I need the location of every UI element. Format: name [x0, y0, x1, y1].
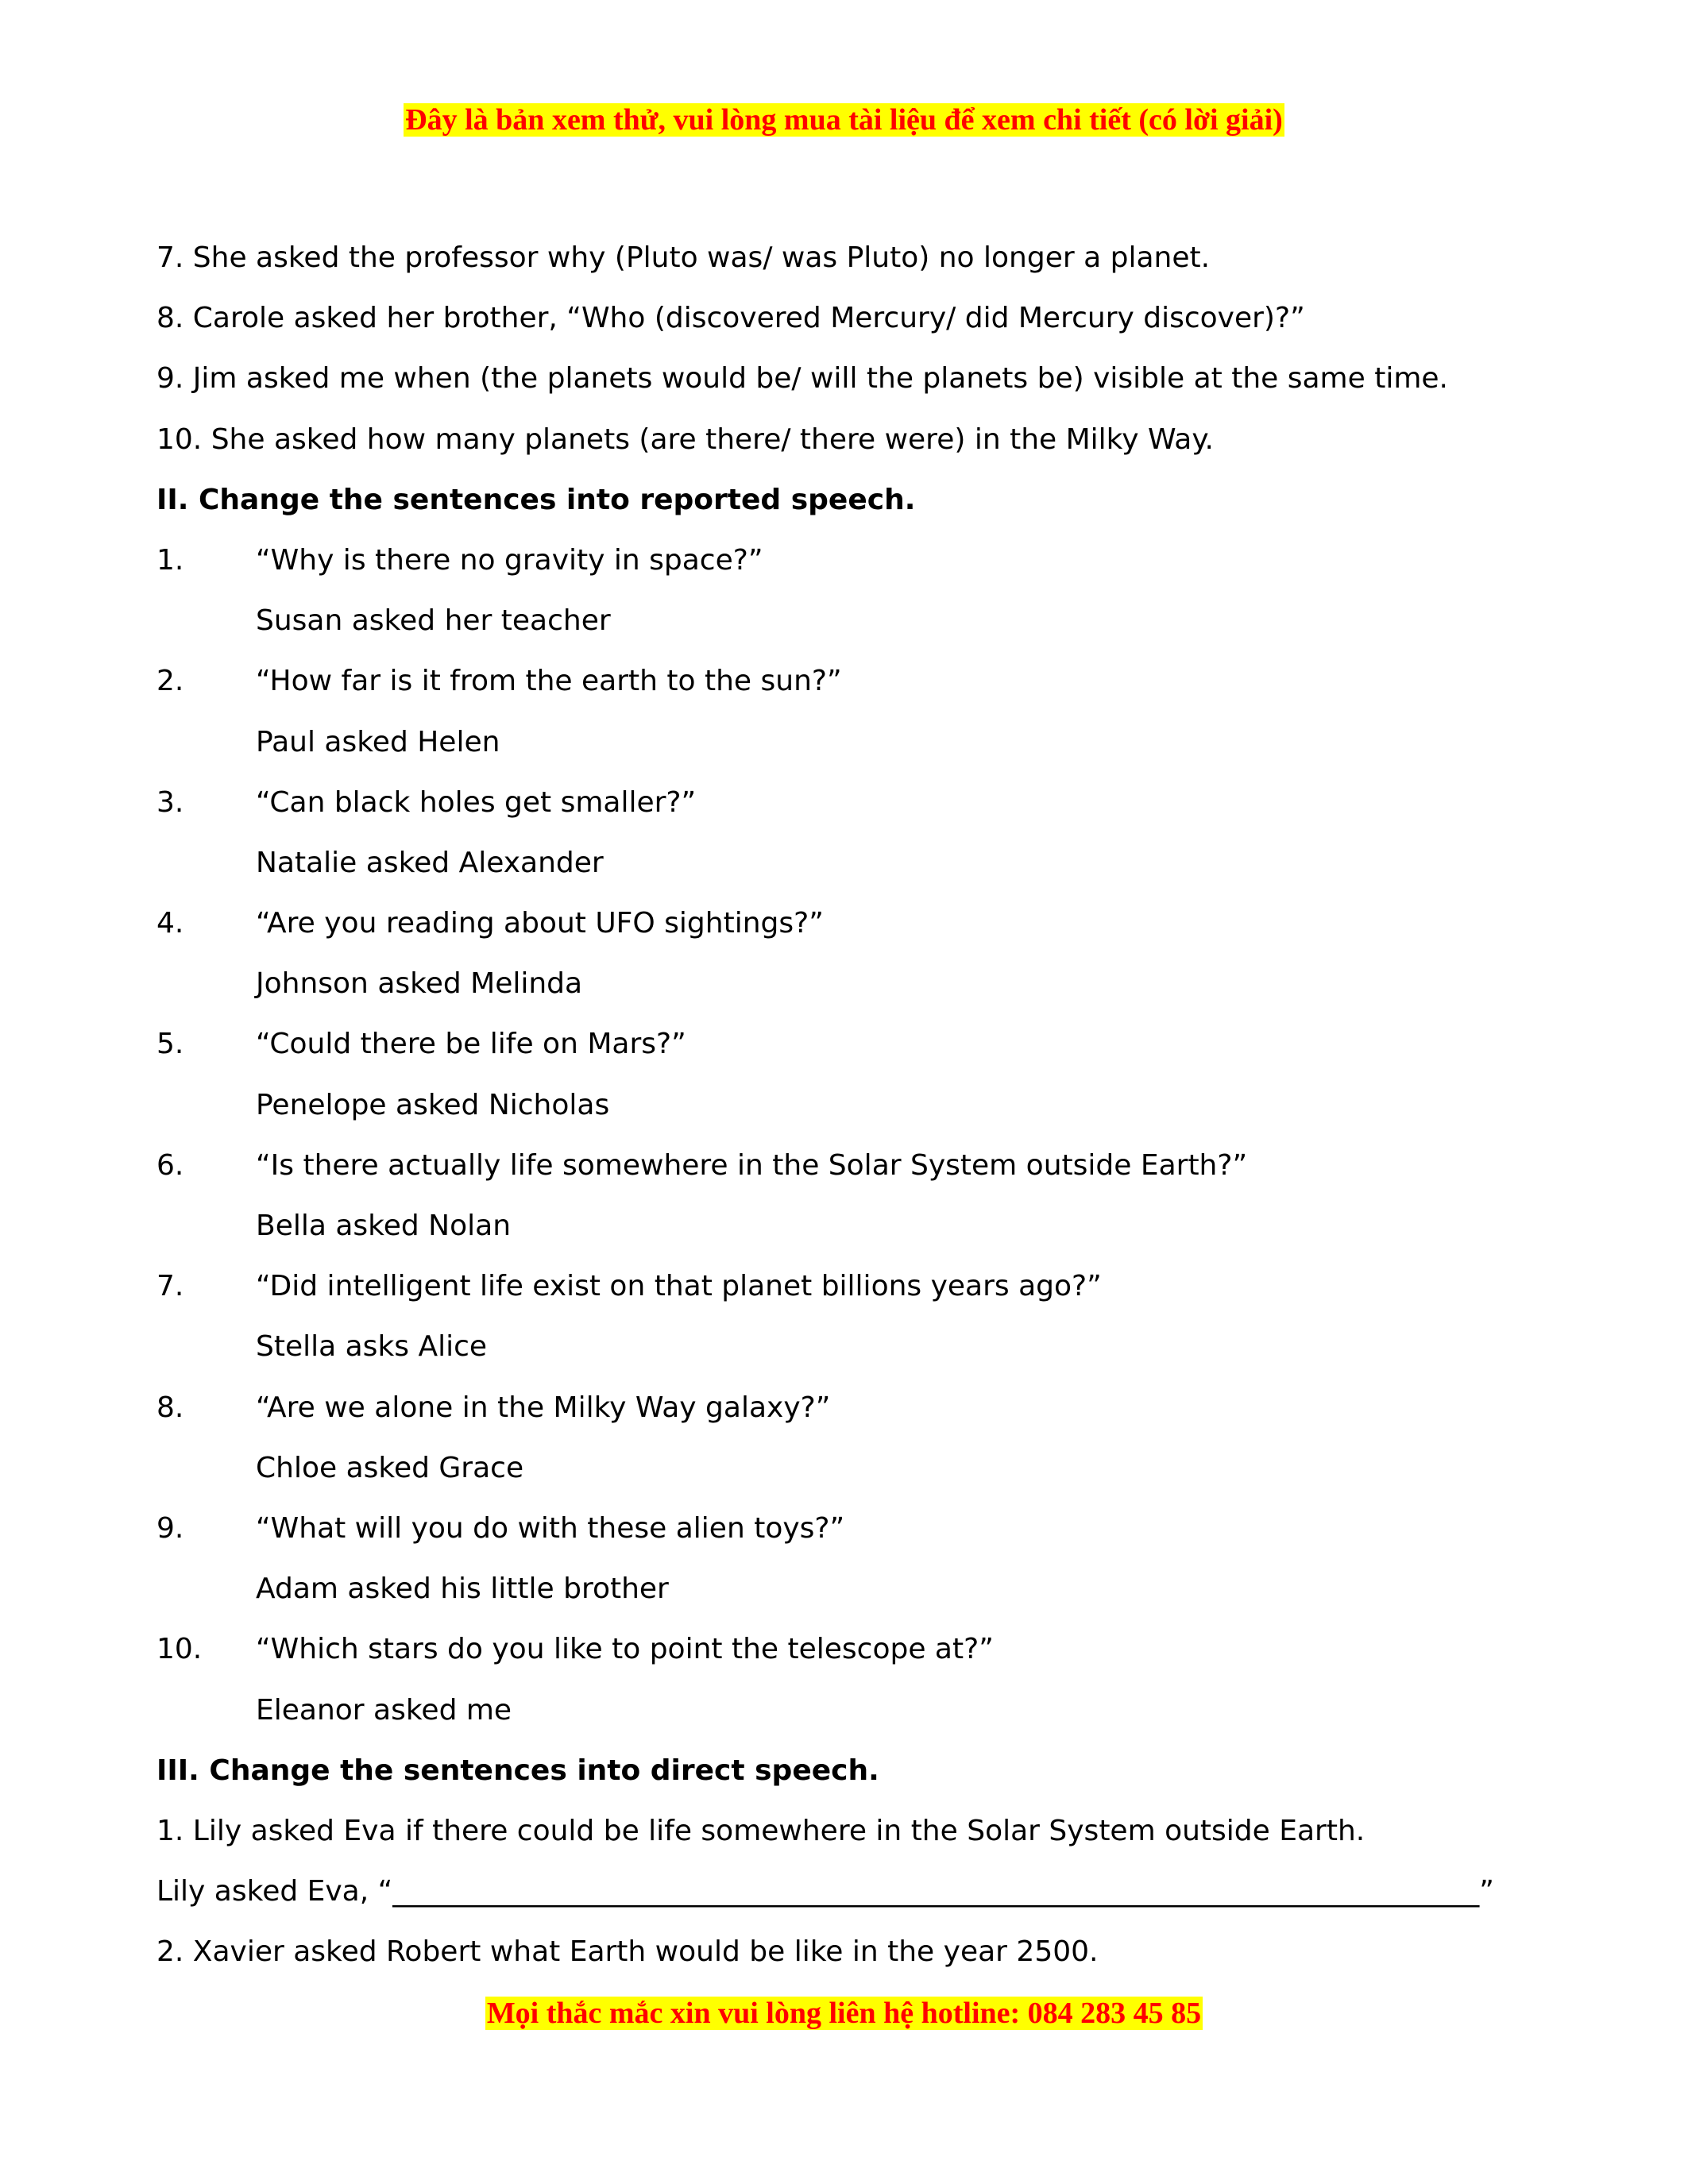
part3-answer-line-1: Lily asked Eva, “____________________________________________________________________________” — [156, 1875, 1494, 1908]
item-number: 9. — [156, 1511, 184, 1545]
part2-item-10 — [156, 1628, 1539, 1688]
exercise-content — [156, 237, 1539, 1991]
item-quote: “Is there actually life somewhere in the Solar System outside Earth?” — [256, 1148, 1248, 1182]
part2-heading: II. Change the sentences into reported speech. — [156, 483, 916, 516]
part2-item-9 — [156, 1507, 1539, 1568]
item-quote: “Why is there no gravity in space?” — [256, 543, 763, 577]
item-number: 10. — [156, 1633, 203, 1666]
part2-item-7 — [156, 1265, 1539, 1325]
part3-sentence-2: 2. Xavier asked Robert what Earth would be like in the year 2500. — [156, 1935, 1099, 1969]
part2-item-8-prompt: Chloe asked Grace — [256, 1451, 524, 1484]
item-number: 7. — [156, 1270, 184, 1303]
preview-notice-text: Đây là bản xem thử, vui lòng mua tài liệu để xem chi tiết (có lời giải) — [405, 103, 1283, 137]
item-number: 2. — [156, 665, 184, 698]
part2-item-10-prompt: Eleanor asked me — [256, 1693, 512, 1727]
part2-item-1 — [156, 539, 1539, 600]
item-number: 8. — [156, 1391, 184, 1424]
hotline-notice-text: Mọi thắc mắc xin vui lòng liên hệ hotline: 084 283 45 85 — [486, 1997, 1202, 2030]
part1-sentence-8: 8. Carole asked her brother, “Who (discovered Mercury/ did Mercury discover)?” — [156, 302, 1305, 335]
item-number: 3. — [156, 785, 184, 819]
item-quote: “Could there be life on Mars?” — [256, 1028, 686, 1061]
part2-item-6-prompt: Bella asked Nolan — [256, 1210, 512, 1242]
item-quote: “Which stars do you like to point the telescope at?” — [256, 1633, 994, 1666]
part3-sentence-1: 1. Lily asked Eva if there could be life somewhere in the Solar System outside Earth. — [156, 1814, 1365, 1847]
part2-item-1-prompt: Susan asked her teacher — [256, 604, 611, 638]
part2-item-4-prompt: Johnson asked Melinda — [256, 967, 583, 1001]
hotline-notice-banner — [0, 1995, 1688, 2032]
part2-item-2-prompt: Paul asked Helen — [256, 725, 500, 758]
item-number: 5. — [156, 1028, 184, 1061]
preview-notice-banner — [0, 102, 1688, 138]
item-number: 4. — [156, 907, 184, 940]
part2-item-9-prompt: Adam asked his little brother — [256, 1572, 669, 1606]
part2-item-6 — [156, 1144, 1539, 1205]
item-number: 1. — [156, 543, 184, 577]
part1-sentence-10: 10. She asked how many planets (are there/ there were) in the Milky Way. — [156, 423, 1214, 456]
part2-item-2 — [156, 660, 1539, 720]
part2-item-3-prompt: Natalie asked Alexander — [256, 846, 604, 879]
part2-item-5 — [156, 1023, 1539, 1083]
part3-heading: III. Change the sentences into direct speech. — [156, 1754, 879, 1787]
item-quote: “Are we alone in the Milky Way galaxy?” — [256, 1391, 831, 1424]
part2-item-4 — [156, 902, 1539, 963]
part2-item-8 — [156, 1387, 1539, 1447]
part2-item-7-prompt: Stella asks Alice — [256, 1330, 488, 1364]
part1-sentence-7: 7. She asked the professor why (Pluto was/ was Pluto) no longer a planet. — [156, 241, 1211, 274]
part1-sentence-9: 9. Jim asked me when (the planets would be/ will the planets be) visible at the same time. — [156, 362, 1448, 396]
item-quote: “What will you do with these alien toys?” — [256, 1511, 845, 1545]
part2-item-3 — [156, 781, 1539, 842]
item-quote: “How far is it from the earth to the sun?” — [256, 665, 842, 698]
part2-item-5-prompt: Penelope asked Nicholas — [256, 1088, 610, 1121]
item-quote: “Are you reading about UFO sightings?” — [256, 907, 824, 940]
item-number: 6. — [156, 1148, 184, 1182]
item-quote: “Can black holes get smaller?” — [256, 785, 697, 819]
item-quote: “Did intelligent life exist on that planet billions years ago?” — [256, 1270, 1102, 1303]
